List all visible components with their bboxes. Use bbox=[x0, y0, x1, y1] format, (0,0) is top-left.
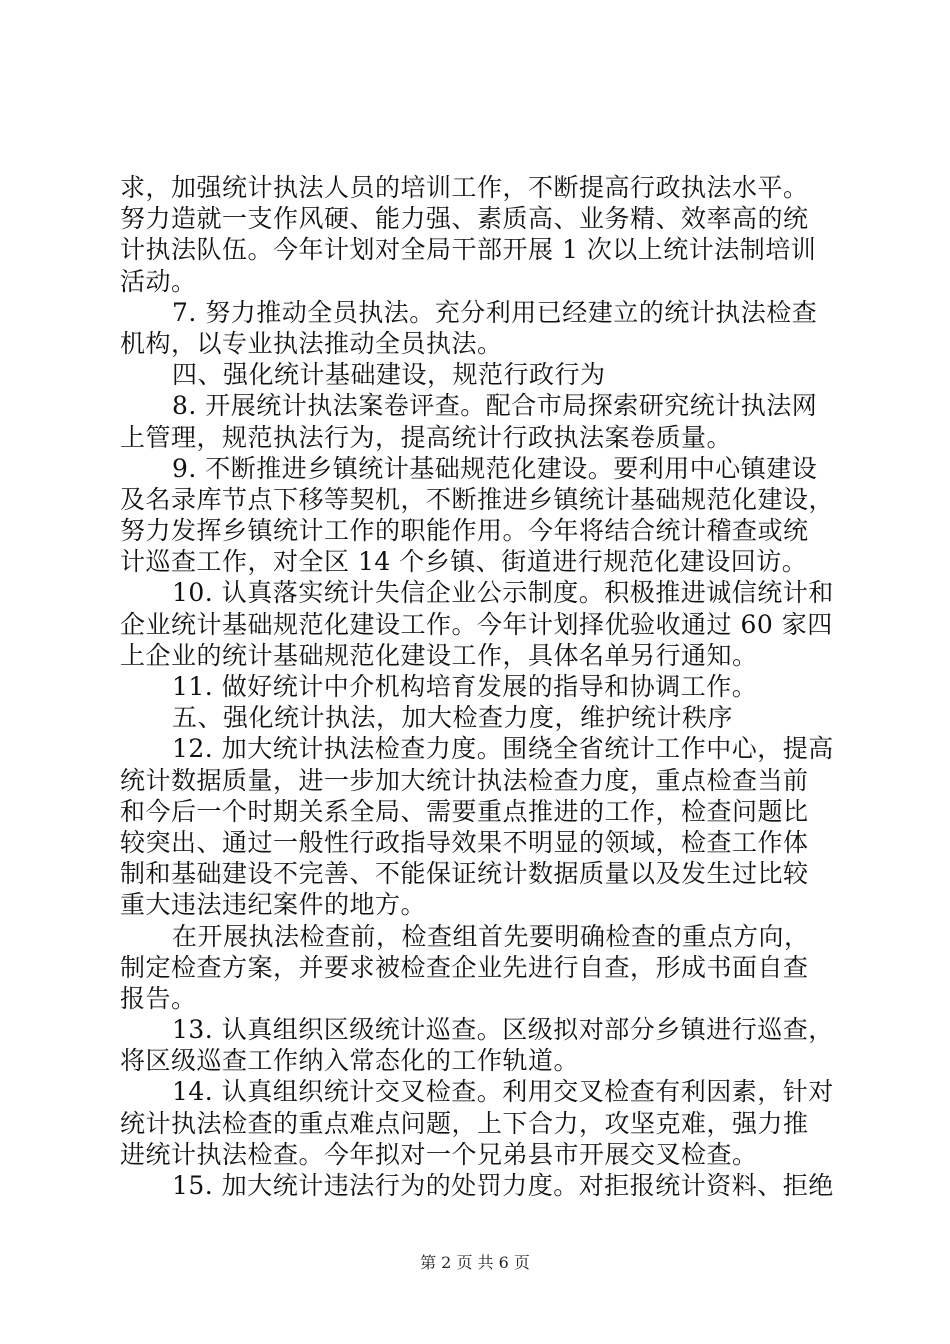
text-line: 进统计执法检查。今年拟对一个兄弟县市开展交叉检查。 bbox=[120, 1139, 758, 1169]
text-line: 将区级巡查工作纳入常态化的工作轨道。 bbox=[120, 1046, 580, 1076]
item-15-heading: 15. 加大统计违法行为的处罚力度。对拒报统计资料、拒绝 bbox=[172, 1171, 834, 1200]
item-13-heading: 13. 认真组织区级统计巡查。区级拟对部分乡镇进行巡查， bbox=[172, 1015, 834, 1045]
text-line: 计执法队伍。今年计划对全局干部开展 1 次以上统计法制培训 bbox=[120, 235, 817, 265]
text-line: 重大违法违纪案件的地方。 bbox=[120, 890, 427, 920]
text-line: 制和基础建设不完善、不能保证统计数据质量以及发生过比较 bbox=[120, 859, 809, 889]
text-line: 机构，以专业执法推动全员执法。 bbox=[120, 328, 503, 358]
text-line: 努力发挥乡镇统计工作的职能作用。今年将结合统计稽查或统 bbox=[120, 516, 809, 546]
section-4-heading: 四、强化统计基础建设，规范行政行为 bbox=[172, 360, 606, 390]
text-line: 报告。 bbox=[120, 983, 197, 1013]
text-line: 统计数据质量，进一步加大统计执法检查力度，重点检查当前 bbox=[120, 765, 809, 795]
item-8-heading: 8. 开展统计执法案卷评查。配合市局探索研究统计执法网 bbox=[172, 391, 818, 421]
text-line: 上管理，规范执法行为，提高统计行政执法案卷质量。 bbox=[120, 422, 733, 452]
text-line: 制定检查方案，并要求被检查企业先进行自查，形成书面自查 bbox=[120, 952, 809, 982]
text-line: 活动。 bbox=[120, 266, 197, 296]
section-5-heading: 五、强化统计执法，加大检查力度，维护统计秩序 bbox=[172, 703, 734, 733]
text-line: 较突出、通过一般性行政指导效果不明显的领域，检查工作体 bbox=[120, 827, 809, 857]
item-10-heading: 10. 认真落实统计失信企业公示制度。积极推进诚信统计和 bbox=[172, 578, 834, 608]
text-line: 努力造就一支作风硬、能力强、素质高、业务精、效率高的统 bbox=[120, 204, 809, 234]
item-14-heading: 14. 认真组织统计交叉检查。利用交叉检查有利因素，针对 bbox=[172, 1077, 834, 1107]
item-12-heading: 12. 加大统计执法检查力度。围绕全省统计工作中心，提高 bbox=[172, 734, 834, 764]
text-line: 和今后一个时期关系全局、需要重点推进的工作，检查问题比 bbox=[120, 796, 809, 826]
item-7-heading: 7. 努力推动全员执法。充分利用已经建立的统计执法检查 bbox=[172, 297, 818, 327]
document-body bbox=[120, 172, 840, 1201]
text-line: 及名录库节点下移等契机，不断推进乡镇统计基础规范化建设， bbox=[120, 484, 835, 514]
text-line: 统计执法检查的重点难点问题，上下合力，攻坚克难，强力推 bbox=[120, 1108, 809, 1138]
item-11-heading: 11. 做好统计中介机构培育发展的指导和协调工作。 bbox=[172, 672, 758, 701]
paragraph-start: 在开展执法检查前，检查组首先要明确检查的重点方向， bbox=[172, 921, 810, 951]
text-line: 企业统计基础规范化建设工作。今年计划择优验收通过 60 家四 bbox=[120, 609, 833, 639]
item-9-heading: 9. 不断推进乡镇统计基础规范化建设。要利用中心镇建设 bbox=[172, 453, 818, 483]
page-footer: 第 2 页 共 6 页 bbox=[420, 1253, 530, 1272]
text-line: 上企业的统计基础规范化建设工作，具体名单另行通知。 bbox=[120, 640, 758, 670]
text-line: 求，加强统计执法人员的培训工作，不断提高行政执法水平。 bbox=[120, 173, 809, 202]
text-line: 计巡查工作，对全区 14 个乡镇、街道进行规范化建设回访。 bbox=[120, 547, 808, 577]
